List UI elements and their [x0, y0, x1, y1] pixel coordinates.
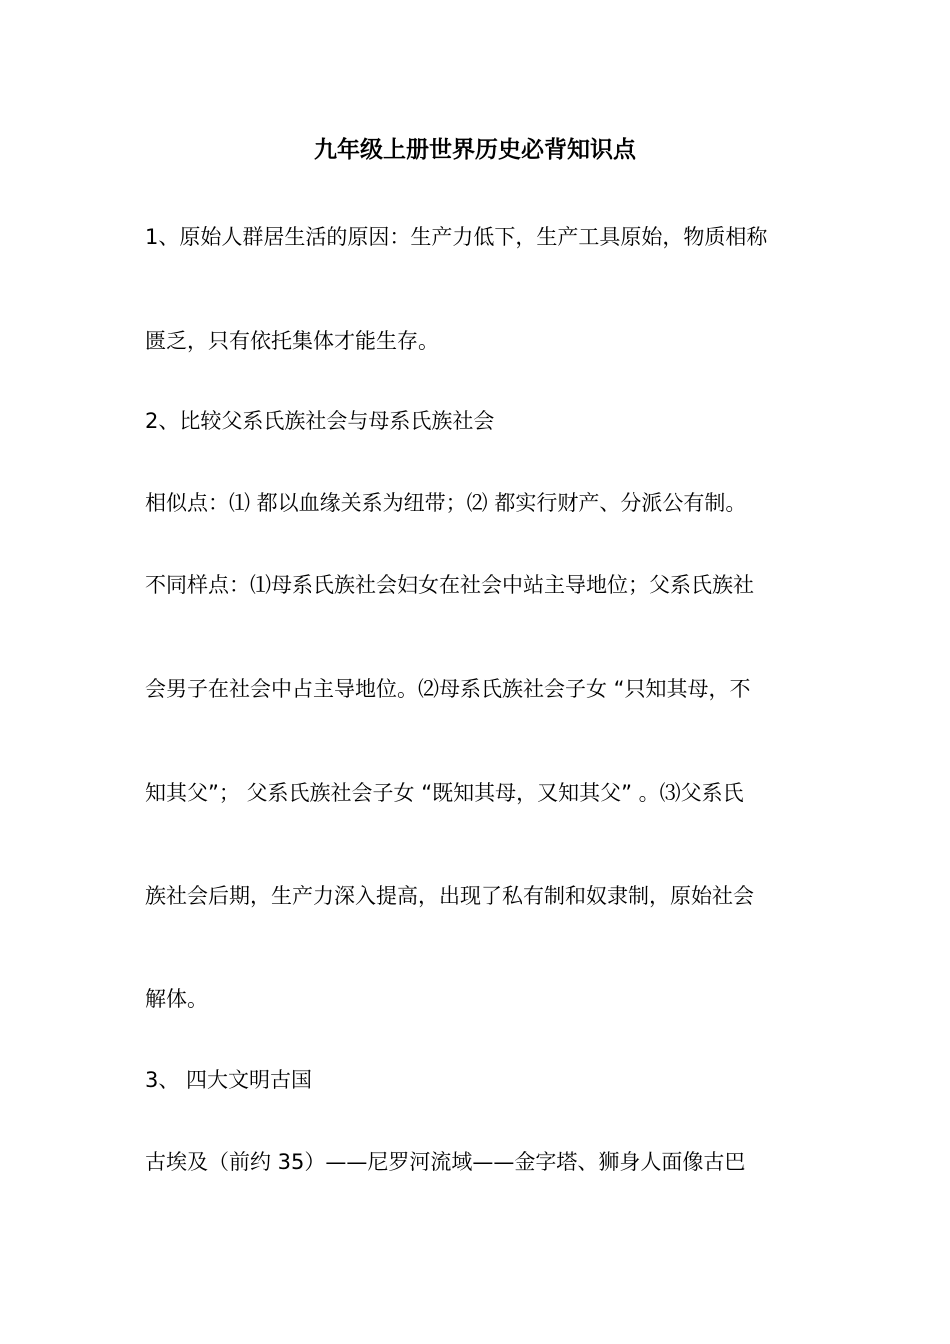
- document-title: 九年级上册世界历史必背知识点: [314, 137, 636, 163]
- text-line-3: 2、比较父系氏族社会与母系氏族社会: [145, 409, 495, 433]
- text-line-9: 解体。: [145, 987, 208, 1011]
- text-line-2: 匮乏，只有依托集体才能生存。: [145, 329, 439, 353]
- text-line-8: 族社会后期，生产力深入提高，出现了私有制和奴隶制，原始社会: [145, 884, 754, 908]
- text-line-11: 古埃及（前约 35）——尼罗河流域——金字塔、狮身人面像古巴: [145, 1150, 746, 1174]
- text-line-10: 3、 四大文明古国: [145, 1068, 313, 1092]
- text-line-6: 会男子在社会中占主导地位。⑵母系氏族社会子女 “只知其母，不: [145, 677, 751, 701]
- text-line-7: 知其父”； 父系氏族社会子女 “既知其母，又知其父” 。⑶父系氏: [145, 781, 744, 805]
- text-line-5: 不同样点：⑴母系氏族社会妇女在社会中站主导地位；父系氏族社: [145, 573, 754, 597]
- text-line-4: 相似点：⑴ 都以血缘关系为纽带；⑵ 都实行财产、分派公有制。: [145, 491, 747, 515]
- text-line-1: 1、原始人群居生活的原因：生产力低下，生产工具原始，物质相称: [145, 225, 768, 249]
